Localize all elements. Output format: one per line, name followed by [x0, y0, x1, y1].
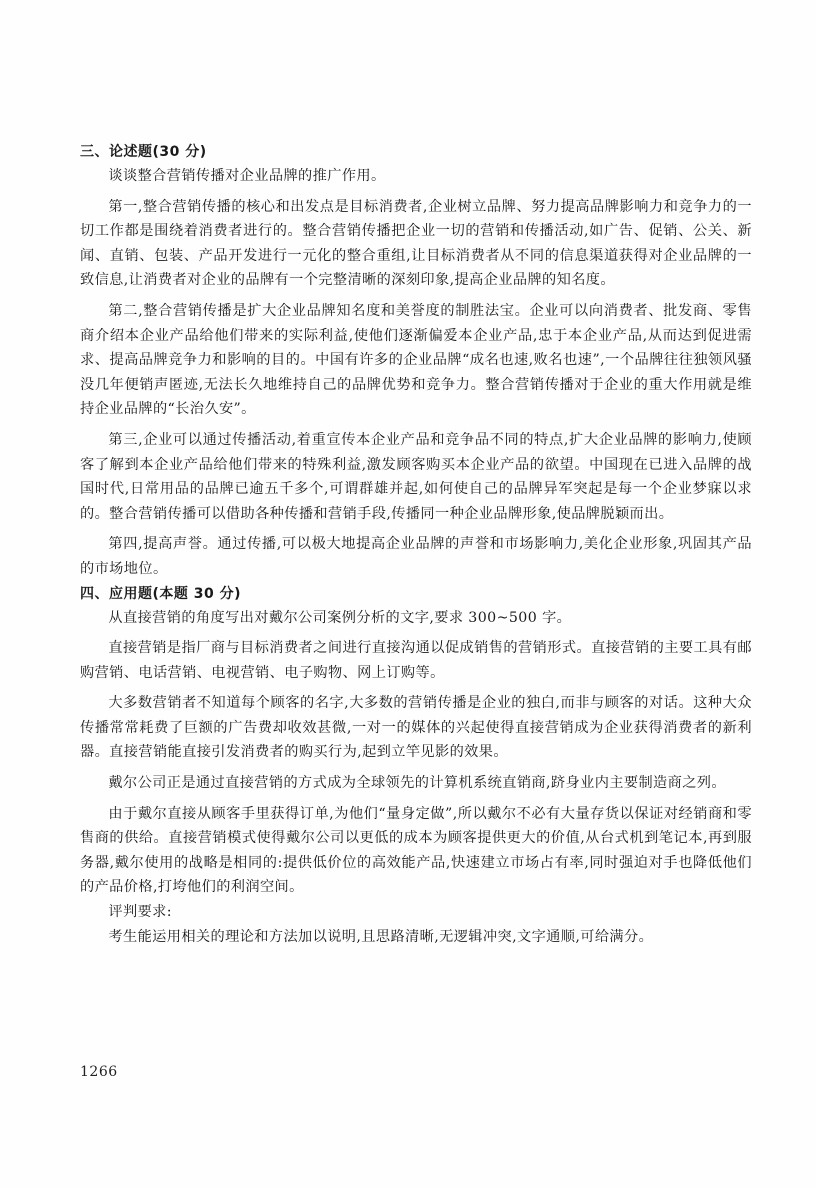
- section-3-answer-2: 第二,整合营销传播是扩大企业品牌知名度和美誉度的制胜法宝。企业可以向消费者、批发商、零售商介绍本企业产品给他们带来的实际利益,使他们逐渐偏爱本企业产品,忠于本企业产品,从而达到促进需求、提高品牌竞争力和影响的目的。中国有许多的企业品牌“成名也速,败名也速”,一个品牌往往独领风骚没几年便销声匿迹,无法长久地维持自己的品牌优势和竞争力。整合营销传播对于企业的重大作用就是维持企业品牌的“长治久安”。: [80, 302, 752, 418]
- section-4-answer-4: 由于戴尔直接从顾客手里获得订单,为他们“量身定做”,所以戴尔不必有大量存货以保证对经销商和零售商的供给。直接营销模式使得戴尔公司以更低的成本为顾客提供更大的价值,从台式机到笔记本,再到服务器,戴尔使用的战略是相同的:提供低价位的高效能产品,快速建立市场占有率,同时强迫对手也降低他们的产品价格,打垮他们的利润空间。: [80, 805, 752, 896]
- page-content: [80, 140, 752, 949]
- page-number: 1266: [80, 1064, 118, 1080]
- section-3-answer-4: 第四,提高声誉。通过传播,可以极大地提高企业品牌的声誉和市场影响力,美化企业形象,巩固其产品的市场地位。: [80, 536, 752, 577]
- grading-label: 评判要求:: [108, 904, 172, 921]
- section-4-answer-2: 大多数营销者不知道每个顾客的名字,大多数的营销传播是企业的独白,而非与顾客的对话。这种大众传播常常耗费了巨额的广告费却收效甚微,一对一的媒体的兴起使得直接营销成为企业获得消费者的新利器。直接营销能直接引发消费者的购买行为,起到立竿见影的效果。: [80, 695, 752, 761]
- section-4-heading: 四、应用题(本题 30 分): [80, 585, 242, 602]
- section-3-answer-3: 第三,企业可以通过传播活动,着重宣传本企业产品和竞争品不同的特点,扩大企业品牌的影响力,使顾客了解到本企业产品给他们带来的特殊利益,激发顾客购买本企业产品的欲望。中国现在已进入品牌的战国时代,日常用品的品牌已逾五千多个,可谓群雄并起,如何使自己的品牌异军突起是每一个企业梦寐以求的。整合营销传播可以借助各种传播和营销手段,传播同一种企业品牌形象,使品牌脱颖而出。: [80, 431, 752, 522]
- section-3-answer-1: 第一,整合营销传播的核心和出发点是目标消费者,企业树立品牌、努力提高品牌影响力和竞争力的一切工作都是围绕着消费者进行的。整合营销传播把企业一切的营销和传播活动,如广告、促销、公关、新闻、直销、包装、产品开发进行一元化的整合重组,让目标消费者从不同的信息渠道获得对企业品牌的一致信息,让消费者对企业的品牌有一个完整清晰的深刻印象,提高企业品牌的知名度。: [80, 198, 752, 289]
- section-3-question: 谈谈整合营销传播对企业品牌的推广作用。: [108, 168, 386, 184]
- section-4-answer-3: 戴尔公司正是通过直接营销的方式成为全球领先的计算机系统直销商,跻身业内主要制造商之列。: [108, 775, 726, 792]
- section-4-answer-1: 直接营销是指厂商与目标消费者之间进行直接沟通以促成销售的营销形式。直接营销的主要工具有邮购营销、电话营销、电视营销、电子购物、网上订购等。: [80, 640, 752, 681]
- section-4-question: 从直接营销的角度写出对戴尔公司案例分析的文字,要求 300~500 字。: [108, 609, 572, 626]
- grading-text: 考生能运用相关的理论和方法加以说明,且思路清晰,无逻辑冲突,文字通顺,可给满分。: [108, 928, 654, 945]
- section-3-heading: 三、论述题(30 分): [80, 144, 207, 160]
